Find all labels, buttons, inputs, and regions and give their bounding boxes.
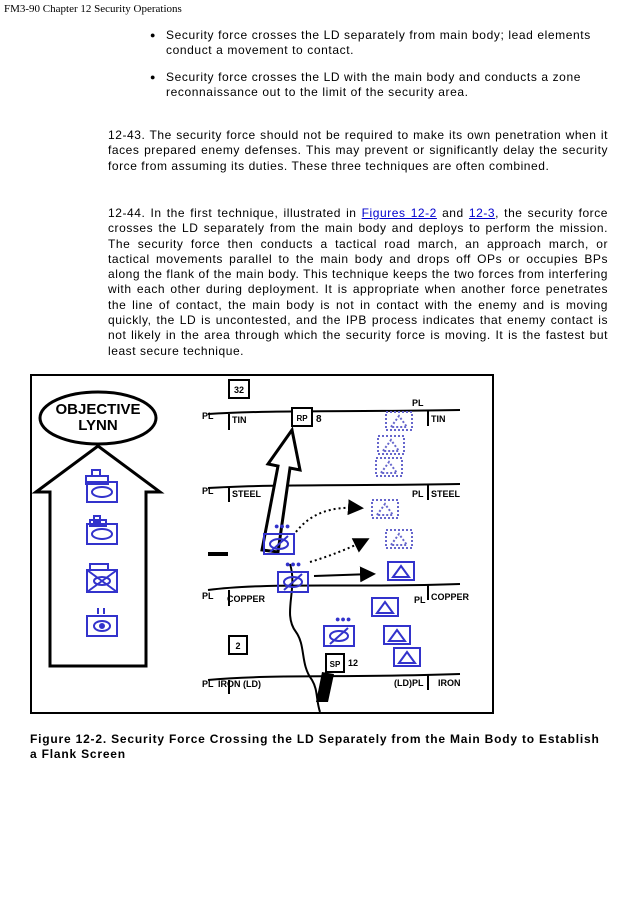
figure-12-3-link[interactable]: 12-3 — [468, 206, 496, 220]
pl-ld-label-right: (LD)PL — [394, 678, 424, 688]
svg-text:●●●: ●●● — [285, 559, 302, 569]
pl-label: PL — [412, 398, 424, 408]
pl-copper-label-right: COPPER — [431, 592, 470, 602]
pl-iron-label-right: IRON — [438, 678, 461, 688]
pl-label: PL — [202, 591, 214, 601]
pl-steel-label-right: STEEL — [431, 489, 461, 499]
objective-label-2: LYNN — [78, 417, 118, 434]
pl-label: PL — [412, 489, 424, 499]
objective-label-1: OBJECTIVE — [55, 401, 141, 418]
paragraph-text: 12-44. In the first technique, illustrated in — [108, 206, 362, 220]
bullet-list — [152, 28, 612, 112]
paragraph-12-44 — [108, 206, 608, 359]
main-body-arrow — [36, 446, 160, 666]
bullet-item: ● Security force crosses the LD separately from main body; lead elements conduct a movement to contact. — [152, 28, 612, 58]
rp-label: RP — [296, 414, 308, 423]
pl-label: PL — [202, 679, 214, 689]
box-32-label: 32 — [233, 385, 245, 395]
pl-steel-label: STEEL — [232, 489, 262, 499]
svg-text:●●●: ●●● — [274, 521, 291, 531]
pl-label: PL — [202, 486, 214, 496]
pl-label: PL — [414, 595, 426, 605]
paragraph-text: and — [436, 206, 469, 220]
svg-text:●●●: ●●● — [335, 614, 352, 624]
bullet-item: ● Security force crosses the LD with the main body and conducts a zone reconnaissance out to the limit of the security area. — [152, 70, 612, 100]
pl-tin-label-right: TIN — [431, 414, 446, 424]
pl-label: PL — [202, 411, 214, 421]
sp-number: 12 — [348, 658, 359, 668]
figure-12-2-link[interactable]: Figures 12-2 — [361, 206, 437, 220]
figure-12-2-diagram — [30, 374, 494, 714]
page-header: FM3-90 Chapter 12 Security Operations — [4, 3, 182, 15]
box-2-label: 2 — [235, 641, 241, 651]
paragraph-12-43: 12-43. The security force should not be required to make its own penetration when it faces prepared enemy defenses. This may prevent or significantly delay the security force from assuming its duties. These three techniques are often combined. — [108, 128, 608, 173]
pl-iron-label: IRON (LD) — [218, 679, 261, 689]
pl-copper-label: COPPER — [227, 594, 266, 604]
rp-number: 8 — [316, 414, 322, 425]
pl-tin-label: TIN — [232, 415, 247, 425]
figure-caption: Figure 12-2. Security Force Crossing the LD Separately from the Main Body to Establish a Flank Screen — [30, 732, 600, 761]
sp-label: SP — [329, 660, 341, 669]
paragraph-text: , the security force crosses the LD separately from the main body and deploys to perform the mission. The security force then conducts a tactical road march, an approach march, or tactical movements parallel to the main body and drops off OPs or occupies BPs along the flank of the main body. This technique keeps the two forces from interfering with each other during deployment. It is appropriate when another force penetrates the line of contact, the main body is not in contact with the enemy and is moving quickly, the LD is uncontested, and the IPB process indicates that enemy contact is not likely in the area through which the security force is moving. It is the fastest but least secure technique. — [108, 206, 608, 358]
